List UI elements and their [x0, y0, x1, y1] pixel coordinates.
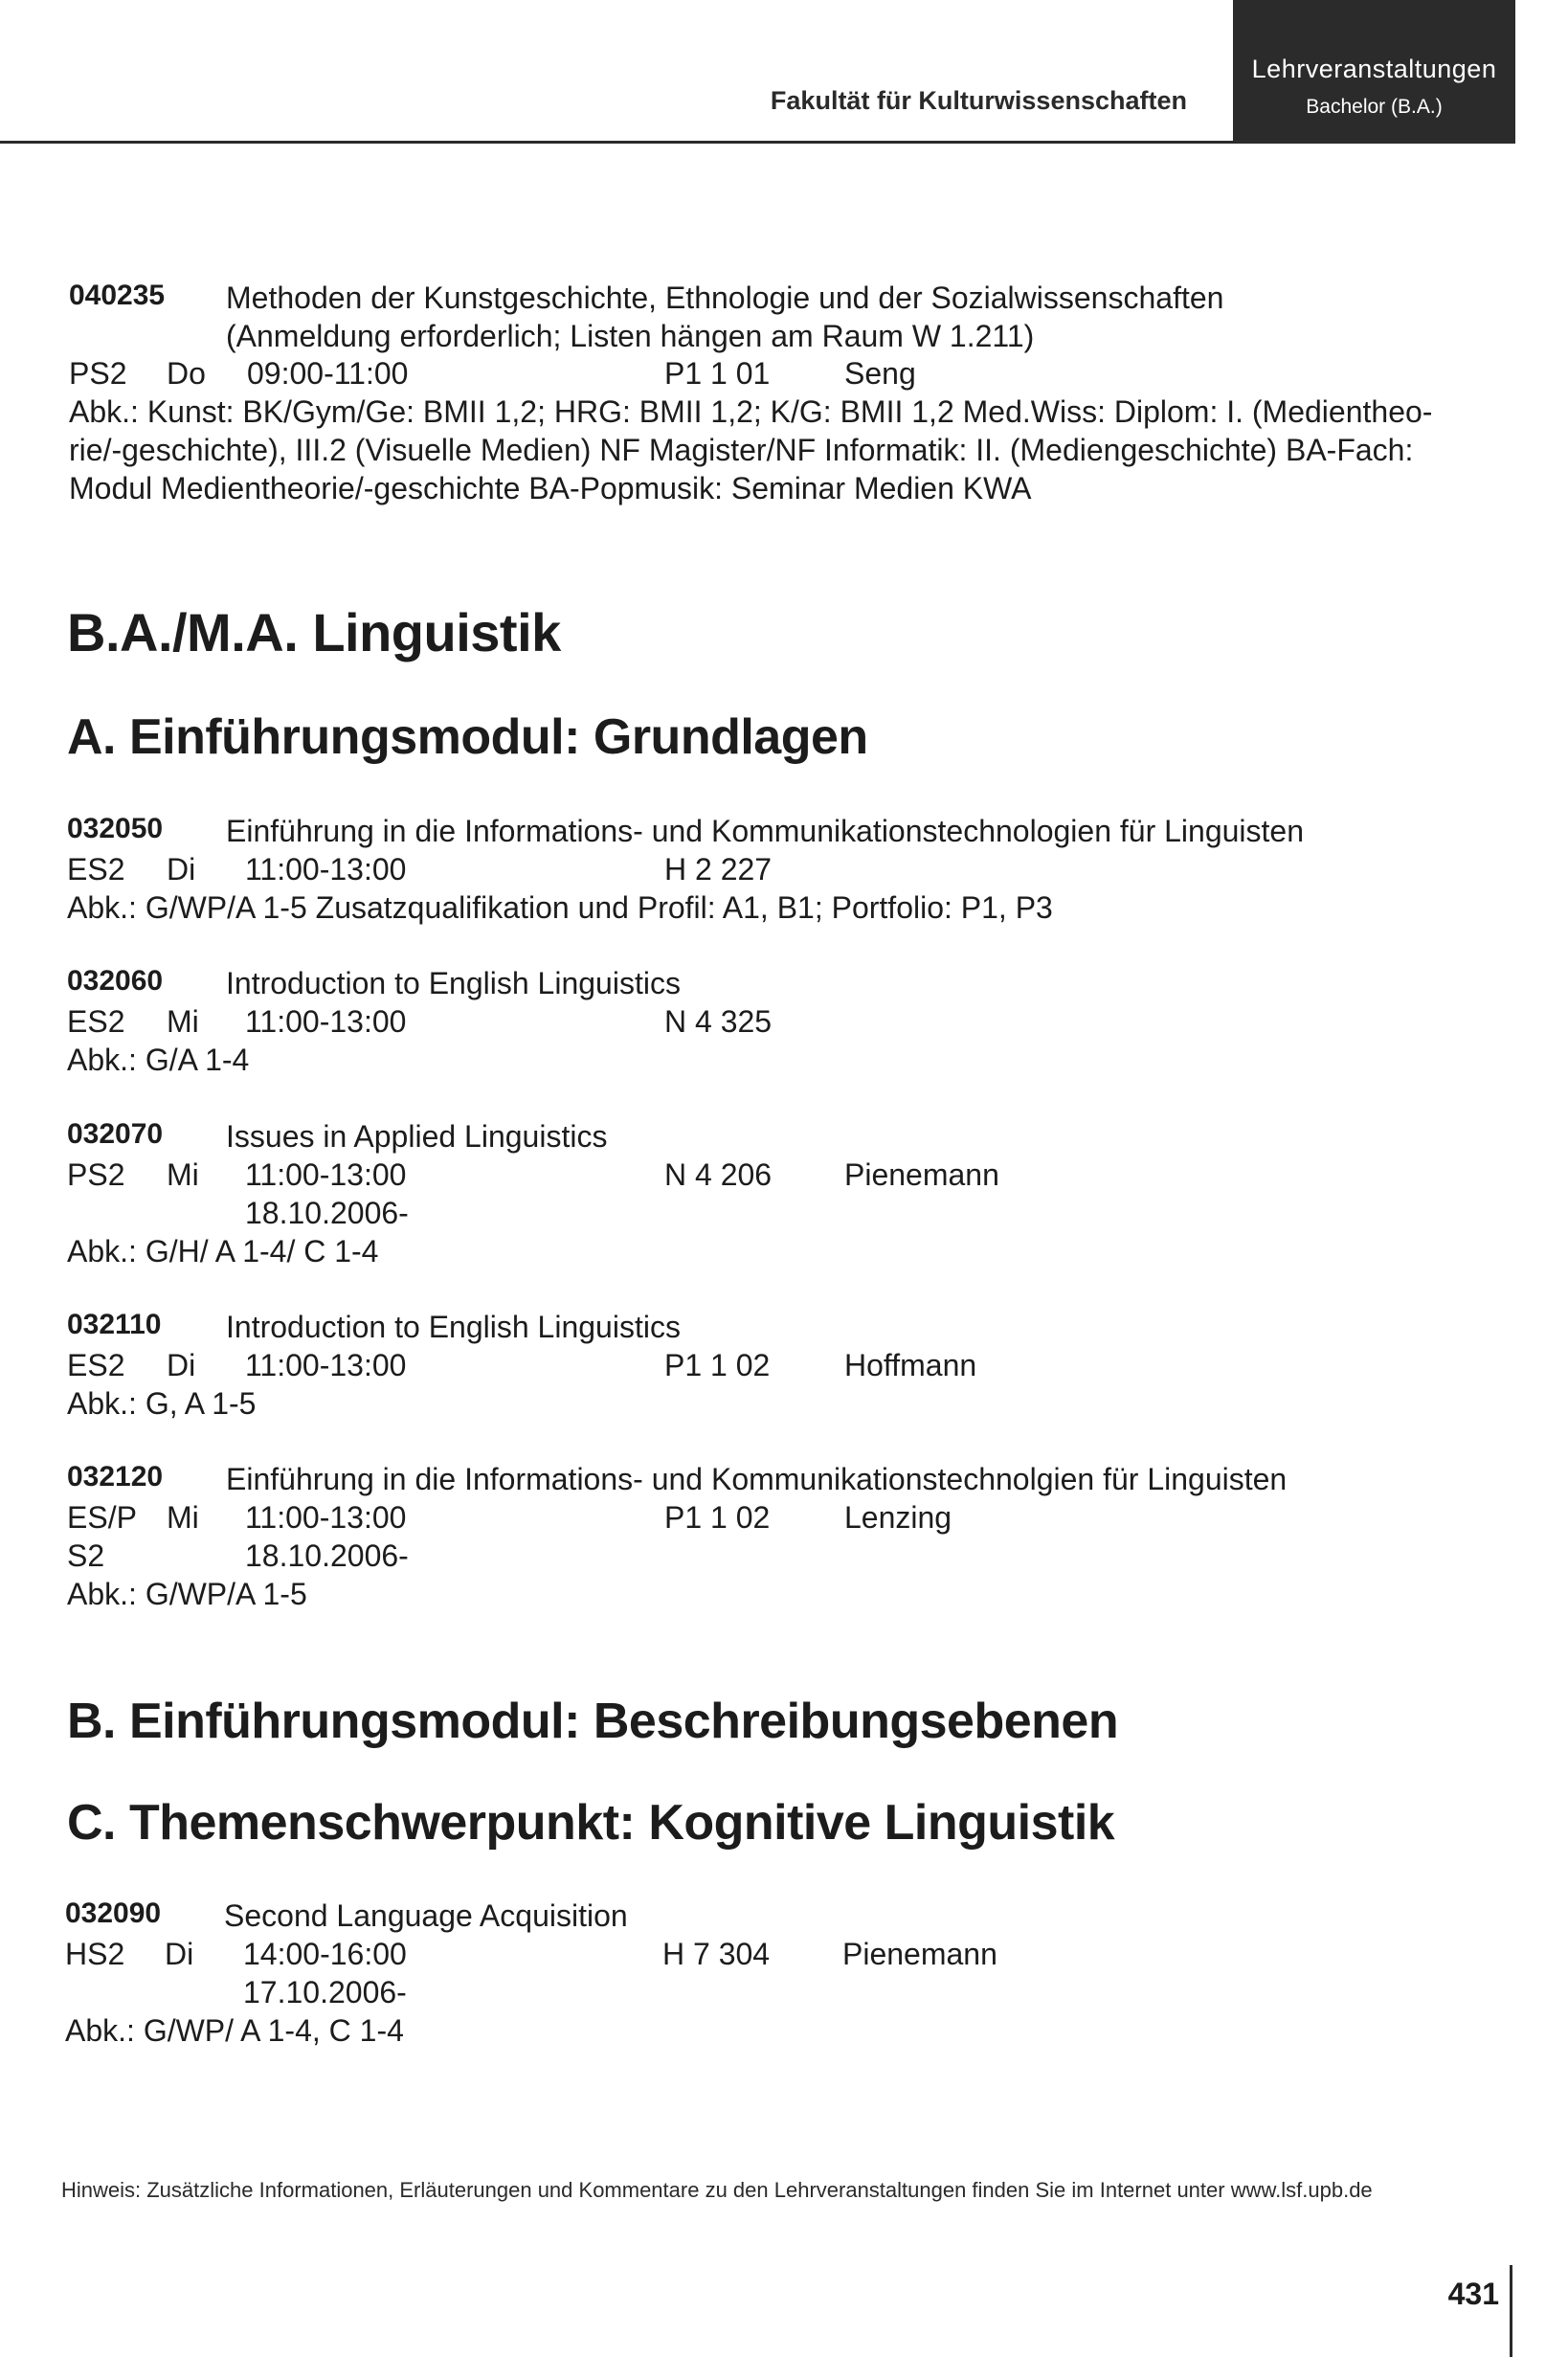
section-heading-c: C. Themenschwerpunkt: Kognitive Linguistik [67, 1795, 1115, 1851]
course-time: 11:00-13:00 [245, 1348, 407, 1382]
footer-note: Hinweis: Zusätzliche Informationen, Erläuterungen und Kommentare zu den Lehrveranstaltungen finden Sie im Internet unter www.lsf.upb.de [61, 2178, 1373, 2202]
course-abk: Abk.: G/H/ A 1-4/ C 1-4 [67, 1234, 379, 1268]
course-lecturer: Lenzing [844, 1500, 952, 1535]
course-abk: Abk.: G/WP/A 1-5 Zusatzqualifikation und Profil: A1, B1; Portfolio: P1, P3 [67, 890, 1053, 925]
course-title: Second Language Acquisition [224, 1898, 628, 1933]
course-type: HS2 [65, 1937, 125, 1971]
course-type: ES2 [67, 1004, 125, 1039]
course-number: 032090 [65, 1897, 162, 1929]
course-time: 11:00-13:00 [245, 1157, 407, 1192]
course-time: 11:00-13:00 [245, 1500, 407, 1535]
course-type: S2 [67, 1538, 105, 1573]
course-room: P1 1 01 [664, 356, 771, 391]
course-abk: Abk.: G, A 1-5 [67, 1386, 257, 1421]
course-note: (Anmeldung erforderlich; Listen hängen am Raum W 1.211) [226, 319, 1035, 353]
course-day: Di [167, 852, 196, 887]
course-abk: Abk.: G/WP/ A 1-4, C 1-4 [65, 2013, 404, 2048]
course-number: 032070 [67, 1118, 164, 1150]
course-type: ES2 [67, 1348, 125, 1382]
course-abk: Abk.: G/WP/A 1-5 [67, 1577, 307, 1611]
section-heading-main: B.A./M.A. Linguistik [67, 602, 561, 662]
page-number-divider [1510, 2265, 1512, 2357]
course-lecturer: Hoffmann [844, 1348, 977, 1382]
course-abk: Abk.: Kunst: BK/Gym/Ge: BMII 1,2; HRG: BMII 1,2; K/G: BMII 1,2 Med.Wiss: Diplom: I. (Medientheo- [69, 394, 1433, 429]
course-room: P1 1 02 [664, 1348, 771, 1382]
course-number: 040235 [69, 280, 166, 311]
course-day: Mi [167, 1004, 199, 1039]
course-type: ES2 [67, 852, 125, 887]
course-number: 032120 [67, 1461, 164, 1493]
course-room: H 7 304 [662, 1937, 771, 1971]
course-time: 09:00-11:00 [247, 356, 409, 391]
course-day: Do [167, 356, 206, 391]
course-number: 032050 [67, 813, 164, 844]
course-time: 11:00-13:00 [245, 1004, 407, 1039]
page-number: 431 [1447, 2277, 1499, 2311]
section-heading-a: A. Einführungsmodul: Grundlagen [67, 709, 868, 765]
course-time: 11:00-13:00 [245, 852, 407, 887]
course-title: Introduction to English Linguistics [226, 1310, 681, 1344]
course-type: PS2 [67, 1157, 125, 1192]
course-lecturer: Pienemann [844, 1157, 999, 1192]
header-badge [1233, 0, 1515, 142]
course-title: Methoden der Kunstgeschichte, Ethnologie und der Sozialwissenschaften [226, 281, 1224, 315]
course-type: ES/P [67, 1500, 137, 1535]
course-start-date: 17.10.2006- [243, 1975, 407, 2009]
course-abk: rie/-geschichte), III.2 (Visuelle Medien) NF Magister/NF Informatik: II. (Mediengeschichte) BA-Fach: [69, 433, 1414, 467]
course-day: Di [165, 1937, 194, 1971]
course-number: 032060 [67, 965, 164, 997]
course-day: Mi [167, 1157, 199, 1192]
course-abk: Abk.: G/A 1-4 [67, 1043, 250, 1077]
section-heading-b: B. Einführungsmodul: Beschreibungsebenen [67, 1694, 1119, 1749]
course-start-date: 18.10.2006- [245, 1538, 409, 1573]
course-title: Introduction to English Linguistics [226, 966, 681, 1000]
course-room: H 2 227 [664, 852, 773, 887]
course-lecturer: Pienemann [842, 1937, 997, 1971]
course-title: Einführung in die Informations- und Kommunikationstechnolgien für Linguisten [226, 1462, 1288, 1496]
course-day: Di [167, 1348, 196, 1382]
course-title: Einführung in die Informations- und Kommunikationstechnologien für Linguisten [226, 814, 1305, 848]
header-badge-line2: Bachelor (B.A.) [1306, 96, 1443, 118]
course-type: PS2 [69, 356, 127, 391]
course-room: N 4 325 [664, 1004, 773, 1039]
course-abk: Modul Medientheorie/-geschichte BA-Popmusik: Seminar Medien KWA [69, 471, 1032, 505]
course-room: P1 1 02 [664, 1500, 771, 1535]
course-time: 14:00-16:00 [243, 1937, 407, 1971]
course-title: Issues in Applied Linguistics [226, 1119, 608, 1154]
course-lecturer: Seng [844, 356, 916, 391]
course-number: 032110 [67, 1309, 162, 1340]
header-badge-line1: Lehrveranstaltungen [1251, 55, 1497, 83]
course-start-date: 18.10.2006- [245, 1196, 409, 1230]
header-divider [0, 141, 1515, 144]
course-day: Mi [167, 1500, 199, 1535]
course-room: N 4 206 [664, 1157, 773, 1192]
faculty-title: Fakultät für Kulturwissenschaften [770, 86, 1187, 115]
